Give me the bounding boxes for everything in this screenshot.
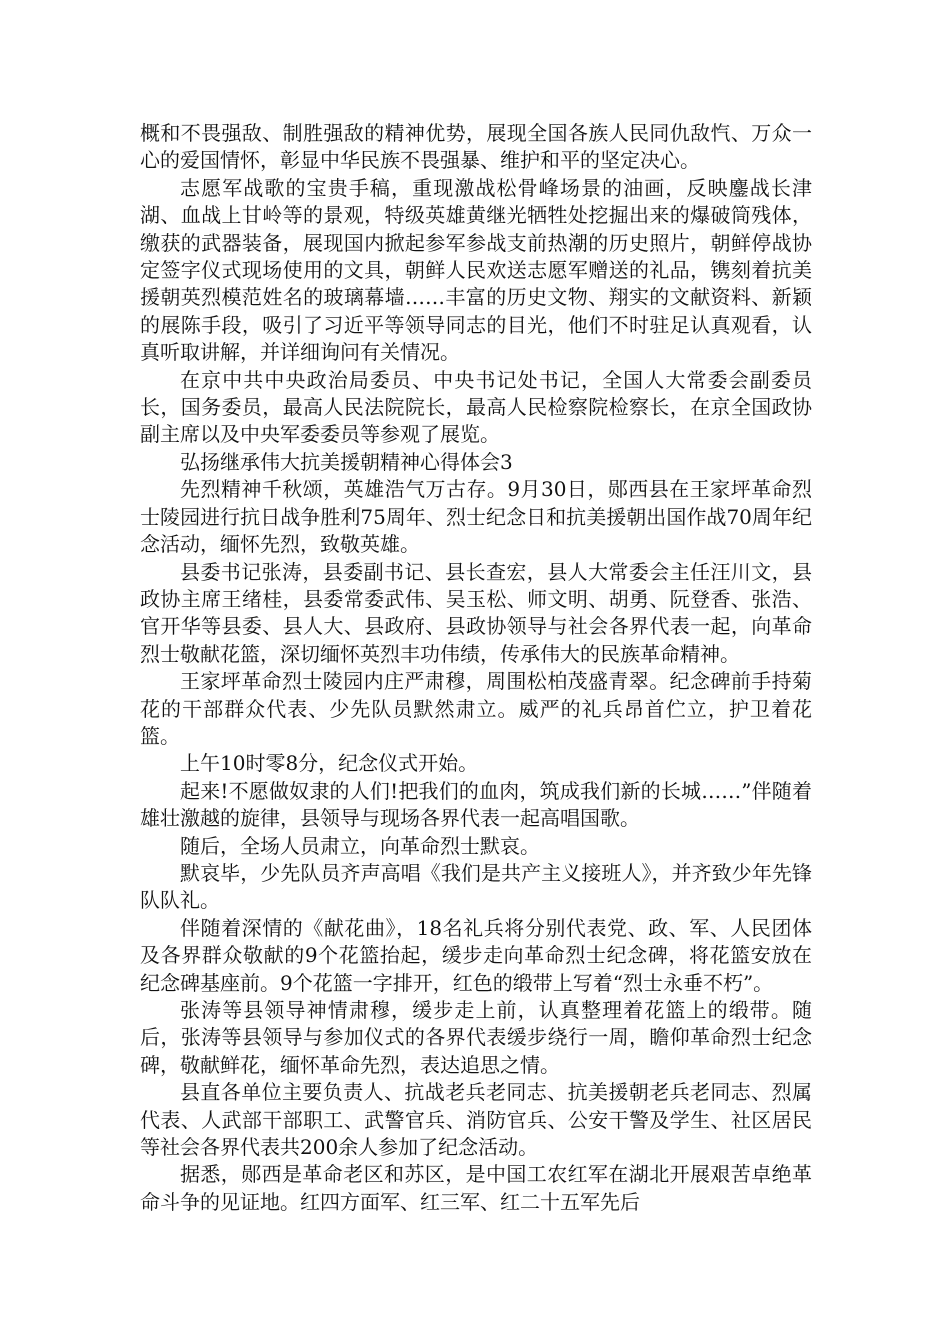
document-body	[140, 120, 812, 1216]
paragraph-history: 据悉，郧西是革命老区和苏区，是中国工农红军在湖北开展艰苦卓绝革命斗争的见证地。红四方面军、红三军、红二十五军先后	[140, 1162, 812, 1214]
paragraph-continuation: 概和不畏强敌、制胜强敌的精神优势，展现全国各族人民同仇敌忾、万众一心的爱国情怀，彰显中华民族不畏强暴、维护和平的坚定决心。	[140, 121, 812, 173]
paragraph-flower-baskets: 伴随着深情的《献花曲》，18名礼兵将分别代表党、政、军、人民团体及各界群众敬献的9个花篮抬起，缓步走向革命烈士纪念碑，将花篮安放在纪念碑基座前。9个花篮一字排开，红色的缎带上写着“烈士永垂不朽”。	[140, 915, 812, 995]
paragraph-silence: 随后，全场人员肃立，向革命烈士默哀。	[180, 833, 540, 858]
paragraph-young-pioneers: 默哀毕，少先队员齐声高唱《我们是共产主义接班人》，并齐致少年先锋队队礼。	[140, 860, 812, 913]
paragraph-national-anthem: 起来!不愿做奴隶的人们!把我们的血肉，筑成我们新的长城……”伴随着雄壮激越的旋律，县领导与现场各界代表一起高唱国歌。	[140, 778, 812, 831]
paragraph-cemetery-scene: 王家坪革命烈士陵园内庄严肃穆，周围松柏茂盛青翠。纪念碑前手持菊花的干部群众代表、少先队员默然肃立。威严的礼兵昂首伫立，护卫着花篮。	[140, 669, 812, 748]
paragraph-exhibit-items: 志愿军战歌的宝贵手稿，重现激战松骨峰场景的油画，反映鏖战长津湖、血战上甘岭等的景观，特级英雄黄继光牺牲处挖掘出来的爆破筒残体，缴获的武器装备，展现国内掀起参军参战支前热潮的历史照片，朝鲜停战协定签字仪式现场使用的文具，朝鲜人民欢送志愿军赠送的礼品，镌刻着抗美援朝英烈模范姓名的玻璃幕墙……丰富的历史文物、翔实的文献资料、新颖的展陈手段，吸引了习近平等领导同志的目光，他们不时驻足认真观看，认真听取讲解，并详细询问有关情况。	[140, 175, 812, 365]
paragraph-ceremony-intro: 先烈精神千秋颂，英雄浩气万古存。9月30日，郧西县在王家坪革命烈士陵园进行抗日战争胜利75周年、烈士纪念日和抗美援朝出国作战70周年纪念活动，缅怀先烈，致敬英雄。	[140, 477, 812, 557]
paragraph-attendees: 在京中共中央政治局委员、中央书记处书记，全国人大常委会副委员长，国务委员，最高人民法院院长，最高人民检察院检察长，在京全国政协副主席以及中央军委委员等参观了展览。	[140, 367, 812, 447]
paragraph-participants: 县直各单位主要负责人、抗战老兵老同志、抗美援朝老兵老同志、烈属代表、人武部干部职工、武警官兵、消防官兵、公安干警及学生、社区居民等社会各界代表共200余人参加了纪念活动。	[140, 1080, 812, 1160]
paragraph-tribute: 张涛等县领导神情肃穆，缓步走上前，认真整理着花篮上的缎带。随后，张涛等县领导与参加仪式的各界代表缓步绕行一周，瞻仰革命烈士纪念碑，敬献鲜花，缅怀革命先烈，表达追思之情。	[140, 998, 812, 1077]
section-heading: 弘扬继承伟大抗美援朝精神心得体会3	[180, 449, 513, 474]
paragraph-county-leaders: 县委书记张涛，县委副书记、县长查宏，县人大常委会主任汪川文，县政协主席王绪桂，县委常委武伟、吴玉松、师文明、胡勇、阮登香、张浩、官开华等县委、县人大、县政府、县政协领导与社会各界代表一起，向革命烈士敬献花篮，深切缅怀英烈丰功伟绩，传承伟大的民族革命精神。	[140, 559, 812, 666]
paragraph-ceremony-start: 上午10时零8分，纪念仪式开始。	[180, 751, 479, 776]
